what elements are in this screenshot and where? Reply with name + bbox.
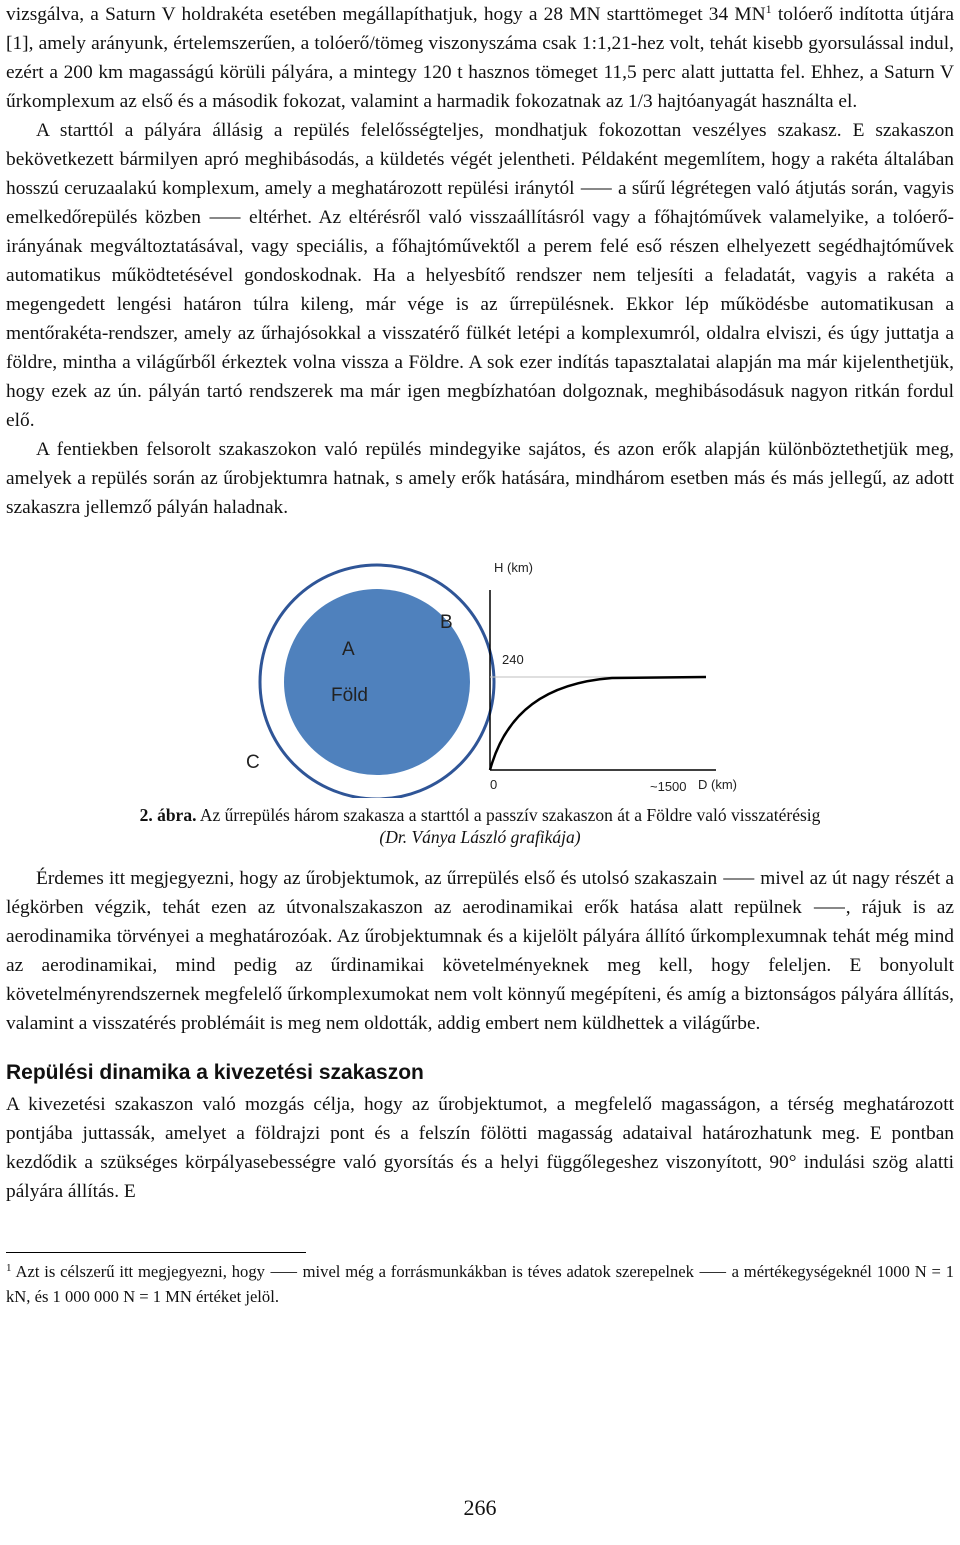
section-heading: Repülési dinamika a kivezetési szakaszon bbox=[6, 1061, 424, 1084]
x-axis-label: D (km) bbox=[698, 777, 737, 792]
ascent-curve bbox=[490, 677, 706, 770]
footnote-ref-1[interactable]: 1 bbox=[765, 2, 772, 16]
figure-caption bbox=[6, 804, 954, 848]
caption-text: Az űrrepülés három szakasza a starttól a passzív szakaszon át a Földre való visszatérésig bbox=[196, 805, 821, 825]
tick-1500: ~1500 bbox=[650, 779, 687, 794]
document-page bbox=[6, 0, 954, 1309]
caption-credit: (Dr. Ványa László grafikája) bbox=[379, 827, 581, 847]
figure-2 bbox=[6, 542, 954, 798]
footnote-divider bbox=[6, 1252, 306, 1253]
paragraph-1-text-rest: tolóerő indította útjára [1], amely arányunk, értelemszerűen, a tolóerő/tömeg viszonyszáma csak 1:1,21-hez volt, tehát kisebb gyorsulással indul, ezért a 200 km magasságú körüli pályára, a mintegy 120 t hasznos tömeget 11,5 perc alatt juttatta fel. Ehhez, a Saturn V űrkomplexum az első és a második fokozat, valamint a harmadik fokozatnak az 1/3 hajtóanyagát használta el. bbox=[6, 4, 954, 112]
footnote-1 bbox=[6, 1259, 954, 1309]
paragraph-1-text: vizsgálva, a Saturn V holdrakéta esetében megállapíthatjuk, hogy a 28 MN starttömeget 34 MN bbox=[6, 4, 766, 25]
paragraph-2: A starttól a pályára állásig a repülés felelősségteljes, mondhatjuk fokozottan veszélyes szakasz. E szakaszon bekövetkezett bármilyen apró meghibásodás, a küldetés végét jelentheti. Példaként megemlítem, hogy a rakéta általában hosszú ceruzaalakú komplexum, amely a meghatározott repülési iránytól ⸺ a sűrű légrétegen való átjutás során, vagyis emelkedőrepülés közben ⸺ eltérhet. Az eltérésről való visszaállításról vagy a főhajtóművek valamelyike, a tolóerő-irányának megváltoztatásával, vagy speciális, a főhajtóművektől a perem felé eső részen elhelyezett segédhajtóművek automatikus működtetésével gondoskodnak. Ha a helyesbítő rendszer nem teljesíti a feladatát, vagyis a rakéta a megengedett lengési határon túlra kileng, már vége is az űrrepülésnek. Ekkor lép működésbe automatikusan a mentőrakéta-rendszer, amely az űrhajósokkal a visszatérő fülkét letépi a komplexumról, oldalra elviszi, és úgy juttatja a földre, mintha a világűrből érkeztek volna vissza a Földre. A sok ezer indítás tapasztalatai alapján ma már kijelenthetjük, hogy ezek az ún. pályán tartó rendszerek ma már igen megbízhatóan dolgoznak, meghibásodásuk nagyon ritkán fordul elő. bbox=[6, 120, 954, 431]
footnote-marker: 1 bbox=[6, 1262, 12, 1274]
label-b: B bbox=[440, 612, 453, 633]
label-a: A bbox=[342, 639, 355, 660]
tick-240: 240 bbox=[502, 652, 524, 667]
caption-number: 2. ábra. bbox=[139, 805, 197, 825]
paragraph-1 bbox=[6, 0, 954, 116]
label-c: C bbox=[246, 752, 260, 773]
tick-0: 0 bbox=[490, 777, 498, 792]
label-earth: Föld bbox=[331, 685, 368, 706]
y-axis-label: H (km) bbox=[494, 560, 533, 575]
paragraph-4: Érdemes itt megjegyezni, hogy az űrobjektumok, az űrrepülés első és utolsó szakaszain ⸺ mivel az út nagy részét a légkörben végzik, tehát ezen az útvonalszakaszon az aerodinamikai erők hatása alatt repülnek ⸺, rájuk is az aerodinamika törvényei a meghatározóak. Az űrobjektumnak és a kijelölt pályára állító űrkomplexumnak tehát még mind az aerodinamikai, mind pedig az űrdinamikai követelményeknek meg kell, hogy feleljen. E bonyolult követelményrendszernek megfelelő űrkomplexumokat nem volt könnyű megépíteni, és amíg a biztonságos pályára állítás, valamint a visszatérés problémáit is meg nem oldották, addig embert nem küldhettek a világűrbe. bbox=[6, 868, 954, 1034]
paragraph-5: A kivezetési szakaszon való mozgás célja, hogy az űrobjektumot, a megfelelő magasságon, a térség meghatározott pontjába juttassák, amelyet a földrajzi pont és a felszín fölötti magasság adataival határozhatunk meg. E pontban kezdődik a szükséges körpályasebességre való gyorsítás és a helyi függőlegeshez viszonyított, 90° indulási szög alatti pályára állítás. E bbox=[6, 1094, 954, 1202]
footnote-text: Azt is célszerű itt megjegyezni, hogy ⸺ mivel még a forrásmunkákban is téves adatok szerepelnek ⸺ a mértékegységeknél 1000 N = 1 kN, és 1 000 000 N = 1 MN értéket jelöl. bbox=[6, 1262, 954, 1306]
figure-diagram bbox=[6, 542, 954, 798]
page-number: 266 bbox=[463, 1495, 497, 1520]
paragraph-3: A fentiekben felsorolt szakaszokon való repülés mindegyike sajátos, és azon erők alapján különböztethetjük meg, amelyek a repülés során az űrobjektumra hatnak, s amely erők hatására, mindhárom esetben más és más jellegű, az adott szakaszra jellemző pályán haladnak. bbox=[6, 439, 954, 518]
